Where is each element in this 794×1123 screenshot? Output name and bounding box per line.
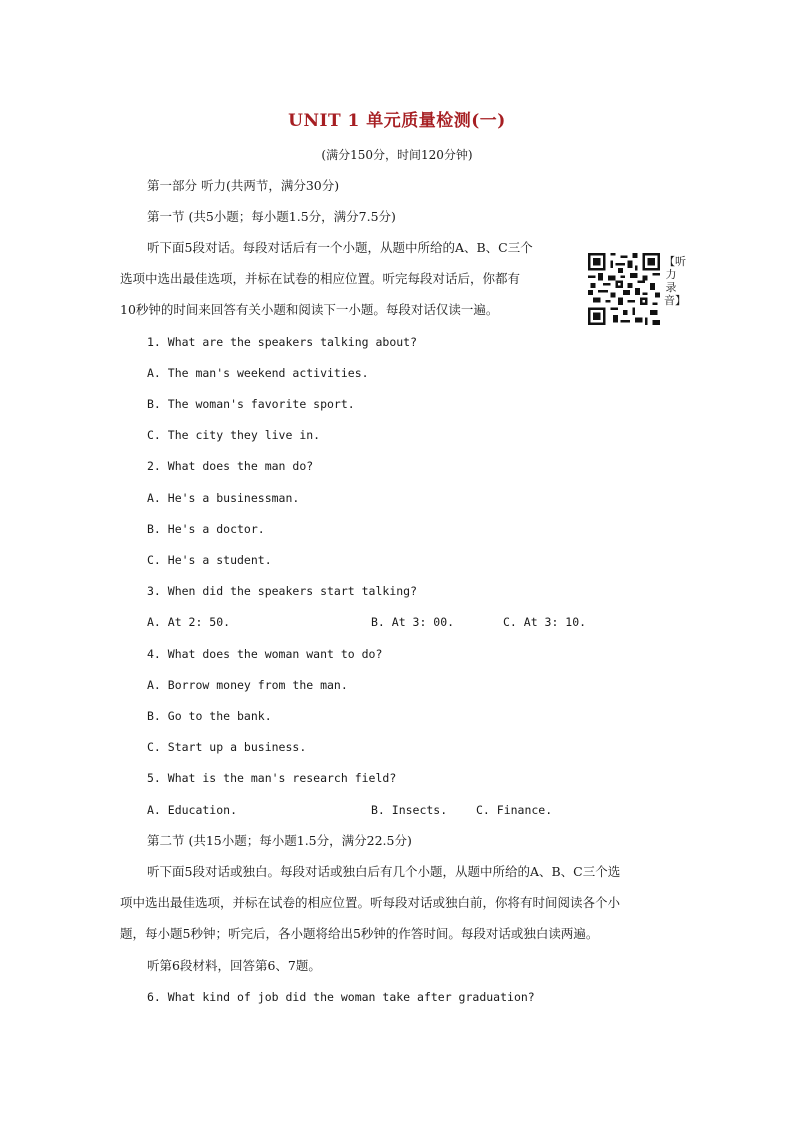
- material-6-intro: 听第6段材料，回答第6、7题。: [147, 958, 321, 973]
- q5-option-a: A. Education.: [147, 803, 238, 817]
- listening-audio-label: 【听力录音】: [664, 255, 686, 307]
- question-4: 4. What does the woman want to do?: [147, 647, 383, 661]
- section1-heading: 第一节 (共5小题；每小题1.5分，满分7.5分): [147, 209, 396, 224]
- section2-instruction-line: 题，每小题5秒钟；听完后，各小题将给出5秒钟的作答时间。每段对话或独白读两遍。: [120, 926, 599, 941]
- section1-instruction-line: 10秒钟的时间来回答有关小题和阅读下一小题。每段对话仅读一遍。: [120, 302, 499, 317]
- page-title: UNIT 1 单元质量检测(一): [288, 111, 506, 131]
- q3-option-b: B. At 3: 00.: [371, 615, 455, 629]
- section2-instruction-line: 项中选出最佳选项，并标在试卷的相应位置。听每段对话或独白前，你将有时间阅读各个小: [120, 895, 621, 910]
- q2-option-b: B. He's a doctor.: [147, 522, 265, 536]
- qr-code-icon: [588, 253, 660, 325]
- question-1: 1. What are the speakers talking about?: [147, 335, 418, 349]
- score-time-info: (满分150分，时间120分钟): [321, 148, 473, 162]
- q1-option-b: B. The woman's favorite sport.: [147, 397, 355, 411]
- part1-heading: 第一部分 听力(共两节，满分30分): [147, 178, 340, 193]
- question-6: 6. What kind of job did the woman take after graduation?: [147, 990, 535, 1004]
- section1-instruction-line: 选项中选出最佳选项，并标在试卷的相应位置。听完每段对话后，你都有: [120, 271, 521, 286]
- q5-option-c: C. Finance.: [476, 803, 553, 817]
- q3-option-c: C. At 3: 10.: [503, 615, 587, 629]
- question-3: 3. When did the speakers start talking?: [147, 584, 418, 598]
- q2-option-a: A. He's a businessman.: [147, 491, 300, 505]
- q4-option-b: B. Go to the bank.: [147, 709, 272, 723]
- question-5: 5. What is the man's research field?: [147, 771, 397, 785]
- q4-option-a: A. Borrow money from the man.: [147, 678, 348, 692]
- q2-option-c: C. He's a student.: [147, 553, 272, 567]
- listening-qr-block: [588, 253, 686, 325]
- section1-instruction-line: 听下面5段对话。每段对话后有一个小题，从题中所给的A、B、C三个: [147, 240, 533, 255]
- q5-option-b: B. Insects.: [371, 803, 448, 817]
- section2-instruction-line: 听下面5段对话或独白。每段对话或独白后有几个小题，从题中所给的A、B、C三个选: [147, 864, 621, 879]
- section2-heading: 第二节 (共15小题；每小题1.5分，满分22.5分): [147, 833, 412, 848]
- q1-option-a: A. The man's weekend activities.: [147, 366, 369, 380]
- question-2: 2. What does the man do?: [147, 459, 314, 473]
- q1-option-c: C. The city they live in.: [147, 428, 321, 442]
- q4-option-c: C. Start up a business.: [147, 740, 307, 754]
- q3-option-a: A. At 2: 50.: [147, 615, 231, 629]
